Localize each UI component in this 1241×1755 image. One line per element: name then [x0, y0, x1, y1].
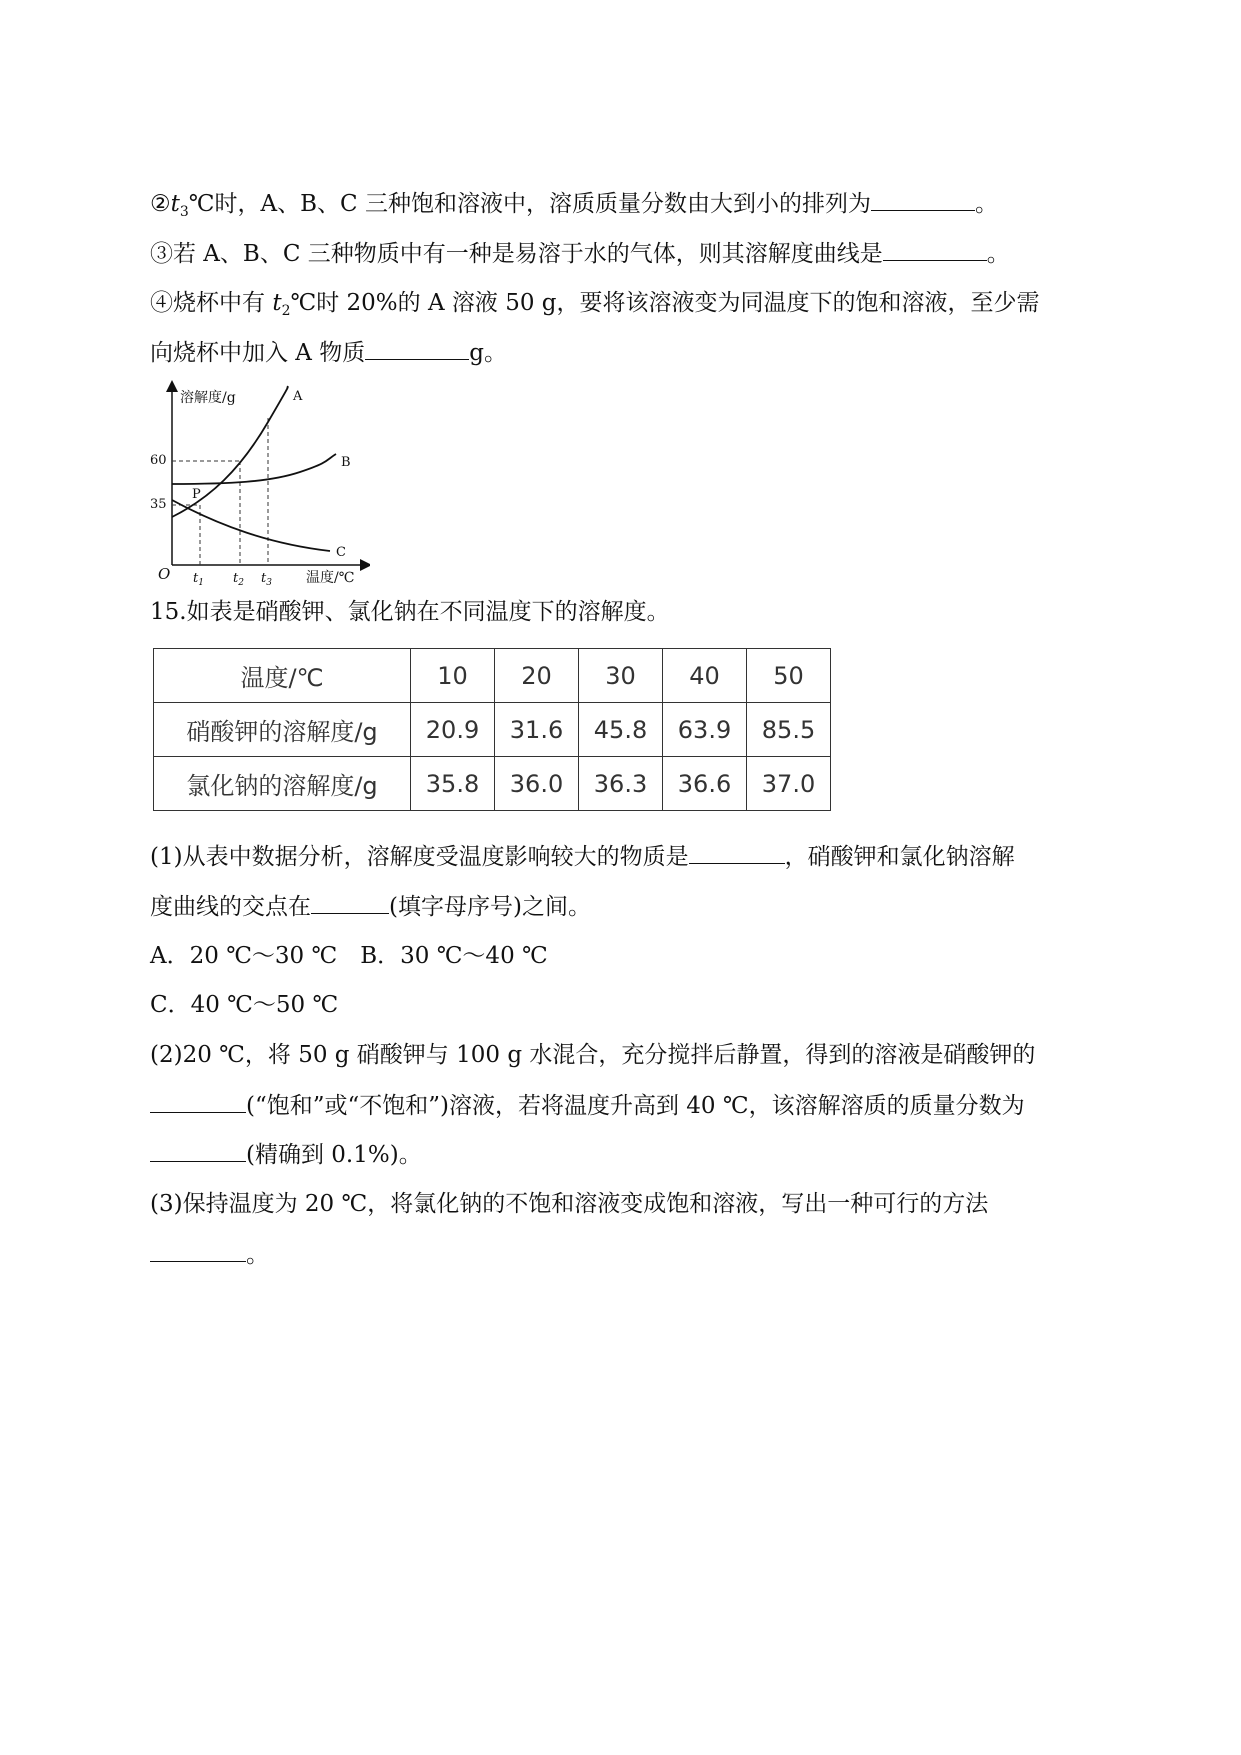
question-item-4: [150, 288, 1040, 321]
table-cell: 20.9: [411, 703, 495, 757]
question-15-title: 15.如表是硝酸钾、氯化钠在不同温度下的溶解度。: [150, 599, 670, 625]
q15-part1-line1: [150, 841, 1015, 872]
table-cell: 氯化钠的溶解度/g: [154, 757, 411, 811]
q15-part3-line1: (3)保持温度为 20 ℃，将氯化钠的不饱和溶液变成饱和溶液，写出一种可行的方法: [150, 1191, 989, 1217]
table-cell: 63.9: [663, 703, 747, 757]
table-cell: 36.3: [579, 757, 663, 811]
q15-part2-line1: (2)20 ℃，将 50 g 硝酸钾与 100 g 水混合，充分搅拌后静置，得到的溶液是硝酸钾的: [150, 1042, 1036, 1068]
table-row: [154, 757, 831, 811]
series-C-line: [172, 500, 330, 551]
table-cell: 硝酸钾的溶解度/g: [154, 703, 411, 757]
x-tick-t3: $t_3$: [261, 571, 272, 585]
table-cell: 温度/℃: [154, 649, 411, 703]
question-item-3: [150, 238, 1010, 269]
question-item-2: [150, 188, 998, 222]
part1-text: 度曲线的交点在: [150, 894, 311, 920]
temperature-subscript: 3: [179, 204, 189, 220]
y-tick-60: 60: [150, 453, 167, 468]
table-cell: 85.5: [747, 703, 831, 757]
item2-suffix: 。: [974, 191, 998, 217]
answer-blank[interactable]: [883, 238, 987, 261]
q15-part3-line2: [150, 1239, 269, 1270]
answer-blank[interactable]: [150, 1139, 246, 1162]
temperature-t: t: [272, 290, 282, 316]
answer-blank[interactable]: [365, 337, 469, 360]
answer-blank[interactable]: [150, 1239, 246, 1262]
x-tick-t1: $t_1$: [193, 571, 204, 585]
part2-text: (“饱和”或“不饱和”)溶液，若将温度升高到 40 ℃，该溶解溶质的质量分数为: [246, 1093, 1025, 1119]
table-row: [154, 703, 831, 757]
solubility-table: [153, 648, 831, 811]
table-cell: 50: [747, 649, 831, 703]
origin-label: O: [158, 565, 171, 583]
q15-part1-line2: [150, 891, 591, 922]
table-cell: 35.8: [411, 757, 495, 811]
q15-part2-line2: [150, 1090, 1025, 1121]
table-cell: 40: [663, 649, 747, 703]
intersection-P-label: P: [192, 487, 201, 502]
table-cell: 31.6: [495, 703, 579, 757]
series-B-label: B: [341, 455, 351, 470]
answer-blank[interactable]: [689, 841, 785, 864]
item2-prefix: ②: [150, 191, 171, 217]
y-tick-35: 35: [150, 497, 167, 512]
table-cell: 10: [411, 649, 495, 703]
x-axis-label: 温度/℃: [306, 570, 355, 585]
part3-suffix: 。: [246, 1242, 269, 1268]
x-tick-t2: $t_2$: [233, 571, 244, 585]
solubility-chart: [140, 380, 370, 585]
answer-blank[interactable]: [311, 891, 389, 914]
series-B-line: [172, 454, 336, 484]
temperature-t: t: [170, 191, 180, 217]
item4-line2-suffix: g。: [469, 340, 507, 366]
table-cell: 36.0: [495, 757, 579, 811]
table-cell: 30: [579, 649, 663, 703]
table-cell: 36.6: [663, 757, 747, 811]
part1-text-cont: (填字母序号)之间。: [389, 894, 591, 920]
part2-text: (精确到 0.1%)。: [246, 1142, 422, 1168]
question-item-4-cont: [150, 337, 507, 368]
item4-line2: 向烧杯中加入 A 物质: [150, 340, 366, 366]
y-axis-label: 溶解度/g: [180, 390, 236, 406]
item4-text: ℃时 20%的 A 溶液 50 g，要将该溶液变为同温度下的饱和溶液，至少需: [290, 290, 1040, 316]
answer-blank[interactable]: [150, 1090, 246, 1113]
item4-prefix: ④烧杯中有: [150, 290, 273, 316]
temperature-subscript: 2: [281, 303, 291, 319]
table-cell: 45.8: [579, 703, 663, 757]
item2-text: ℃时，A、B、C 三种饱和溶液中，溶质质量分数由大到小的排列为: [188, 191, 871, 217]
part1-text-cont: ，硝酸钾和氯化钠溶解: [784, 844, 1015, 870]
table-cell: 37.0: [747, 757, 831, 811]
series-C-label: C: [336, 545, 346, 560]
q15-part2-line3: [150, 1139, 422, 1170]
item3-suffix: 。: [986, 241, 1010, 267]
part1-text: (1)从表中数据分析，溶解度受温度影响较大的物质是: [150, 844, 689, 870]
table-cell: 20: [495, 649, 579, 703]
item3-text: ③若 A、B、C 三种物质中有一种是易溶于水的气体，则其溶解度曲线是: [150, 241, 883, 267]
answer-blank[interactable]: [871, 188, 975, 211]
option-a-b: A．20 ℃～30 ℃ B．30 ℃～40 ℃: [150, 943, 548, 969]
option-c: C．40 ℃～50 ℃: [150, 992, 339, 1018]
table-header-row: [154, 649, 831, 703]
series-A-label: A: [293, 389, 303, 404]
